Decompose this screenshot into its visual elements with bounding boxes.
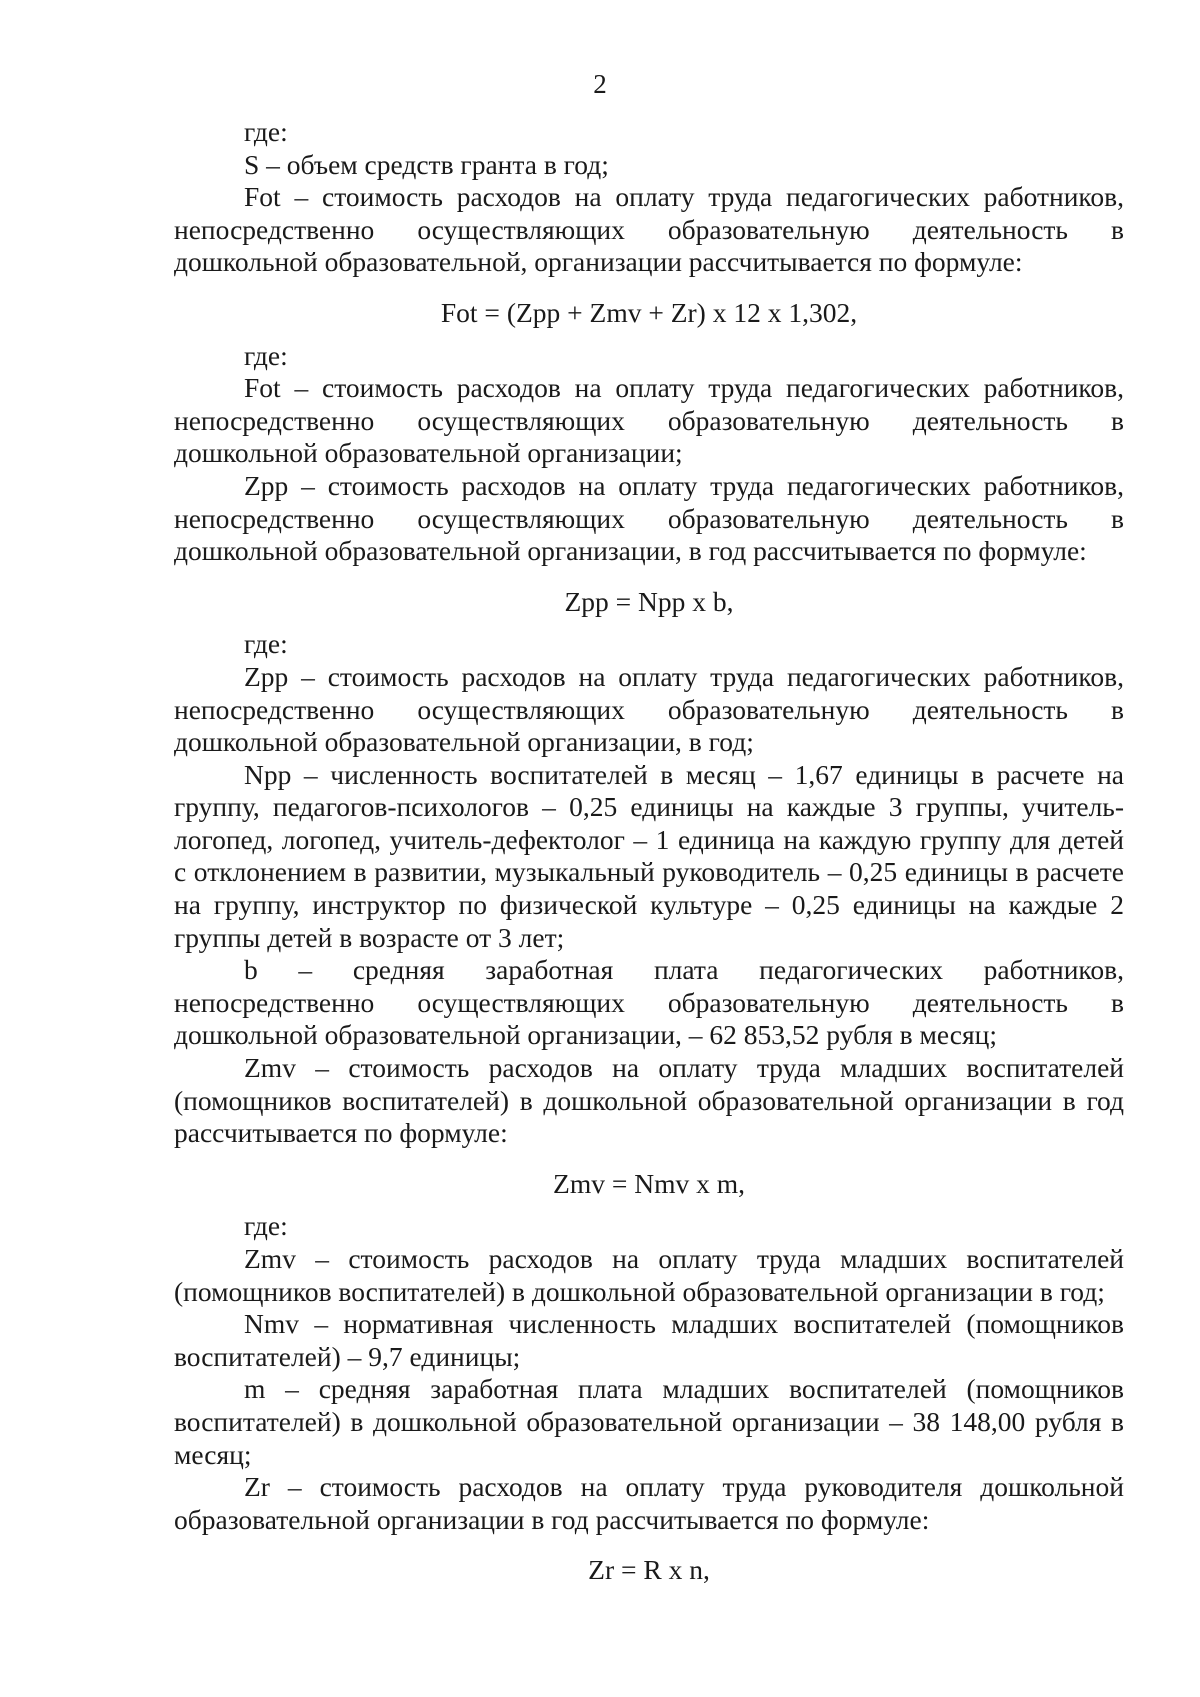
definition-s: S – объем средств гранта в год; (244, 148, 609, 180)
page-number: 2 (593, 69, 607, 99)
definition-zmv-2: Zmv – стоимость расходов на оплату труда младших воспитателей (помощников воспитателей) в дошкольной образовательной организации в год; (174, 1243, 1124, 1307)
where-label: где: (244, 339, 288, 371)
formula-zpp: Zpp = Npp x b, (564, 585, 734, 617)
document-body (174, 116, 1124, 1587)
where-label: где: (244, 1210, 288, 1242)
definition-zr: Zr – стоимость расходов на оплату труда руководителя дошкольной образовательной организации в год рассчитывается по формуле: (174, 1471, 1124, 1535)
definition-m: m – средняя заработная плата младших воспитателей (помощников воспитателей) в дошкольной образовательной организации – 38 148,00 рубля в месяц; (174, 1373, 1124, 1470)
definition-zpp: Zpp – стоимость расходов на оплату труда педагогических работников, непосредственно осуществляющих образовательную деятельность в дошкольной образовательной организации, в год рассчитывается по формуле: (174, 469, 1124, 567)
definition-b: b – средняя заработная плата педагогических работников, непосредственно осуществляющих образовательную деятельность в дошкольной образовательной организации, – 62 853,52 рубля в месяц; (174, 954, 1124, 1051)
definition-fot: Fot – стоимость расходов на оплату труда педагогических работников, непосредственно осуществляющих образовательную деятельность в дошкольной образовательной, организации рассчитывается по формуле: (174, 181, 1124, 278)
definition-nmv: Nmv – нормативная численность младших воспитателей (помощников воспитателей) – 9,7 единицы; (174, 1308, 1124, 1372)
where-label: где: (244, 628, 288, 660)
definition-fot-2: Fot – стоимость расходов на оплату труда педагогических работников, непосредственно осуществляющих образовательную деятельность в дошкольной образовательной организации; (174, 372, 1124, 469)
definition-zmv: Zmv – стоимость расходов на оплату труда младших воспитателей (помощников воспитателей) в дошкольной образовательной организации в год рассчитывается по формуле: (174, 1052, 1124, 1149)
formula-fot: Fot = (Zpp + Zmv + Zr) x 12 x 1,302, (440, 296, 858, 328)
definition-zpp-2: Zpp – стоимость расходов на оплату труда педагогических работников, непосредственно осуществляющих образовательную деятельность в дошкольной образовательной организации, в год; (174, 660, 1124, 758)
definition-npp: Npp – численность воспитателей в месяц – 1,67 единицы в расчете на группу, педагогов-психологов – 0,25 единицы на каждые 3 группы, учитель-логопед, логопед, учитель-дефектолог – 1 единица на каждую группу для детей с отклонением в развитии, музыкальный руководитель – 0,25 единицы в расчете на группу, инструктор по физической культуре – 0,25 единицы на каждые 2 группы детей в возрасте от 3 лет; (174, 758, 1124, 953)
formula-zmv: Zmv = Nmv x m, (553, 1167, 745, 1199)
where-label: где: (244, 116, 288, 147)
formula-zr: Zr = R x n, (588, 1554, 710, 1586)
